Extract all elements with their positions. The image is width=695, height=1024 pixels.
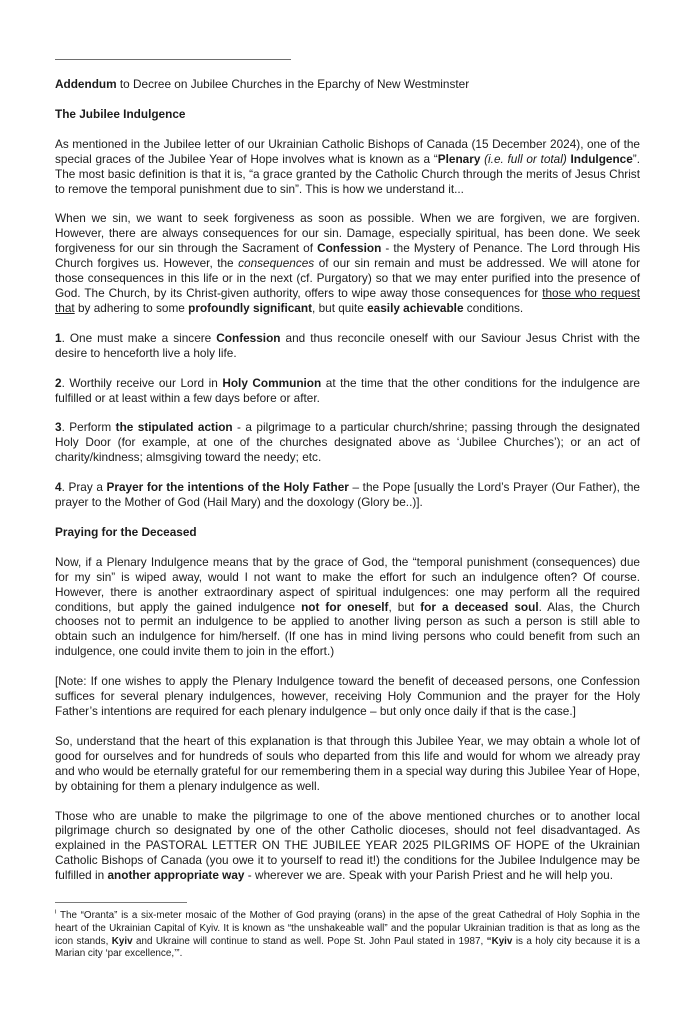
text-run: Praying for the Deceased [55, 524, 197, 539]
text-run: the stipulated action [115, 420, 233, 435]
footnote-separator-rule [55, 902, 187, 903]
footnote-oranta [55, 910, 640, 961]
text-run: When we sin, we want to seek forgiveness as soon as possible. When we are forgiven, we are forgiven. However, there are always consequences for our sin. Damage, especially spiritual, has been done. We seek forgiveness for our sin through the Sacrament of [55, 211, 640, 256]
text-run: by adhering to some [74, 300, 189, 315]
text-run: [Note: If one wishes to apply the Plenary Indulgence toward the benefit of deceased persons, one Confession suffices for several plenary indulgences, however, receiving Holy Communion and the prayer for the Holy Father’s intentions are required for each plenary indulgence – but only once daily if that is the case.] [55, 674, 640, 718]
text-run: So, understand that the heart of this explanation is that through this Jubilee Year, we may obtain a whole lot of good for ourselves and for hundreds of souls who departed from this life and would for whom we already pray and who would be eternally grateful for our remembering them in a special way during this Jubilee Year of Hope, by obtaining for them a plenary indulgence as well. [55, 733, 640, 793]
text-run: - wherever we are. Speak with your Parish Priest and he will help you. [244, 868, 613, 883]
text-run: Plenary [437, 151, 481, 166]
text-run: Prayer for the intentions of the Holy Father [106, 480, 349, 495]
text-run: ”. The most basic definition is that it is, “a grace granted by the Catholic Church through the merits of Jesus Christ to remove the temporal punishment due to sin”. This is how we understand it... [55, 151, 641, 196]
paragraph-those-unable-pilgrimage [55, 809, 640, 884]
text-run: 4 [55, 480, 62, 495]
paragraph-when-we-sin [55, 211, 640, 315]
paragraph-condition-3-stipulated-action [55, 420, 640, 465]
text-run: As mentioned in the Jubilee letter of our Ukrainian Catholic Bishops of Canada (15 December 2024), one of the special graces of the Jubilee Year of Hope involves what is known as a “ [55, 136, 640, 166]
text-run: easily achievable [367, 300, 464, 315]
text-run: i [55, 908, 57, 916]
text-run: The “Oranta” is a six-meter mosaic of the Mother of God praying (orans) in the apse of the great Cathedral of Holy Sophia in the heart of the Ukrainian Capital of Kyiv. It is known as “the unshakeable wall” and the popular Ukrainian tradition is that as long as the icon stands, [55, 910, 640, 947]
heading-the-jubilee-indulgence [55, 107, 640, 122]
text-run: conditions. [463, 300, 524, 315]
document-body [55, 59, 640, 961]
text-run: - a pilgrimage to a particular church/shrine; passing through the designated Holy Door (for example, at one of the churches designated above as ‘Jubilee Churches’); or an act of charity/kindness; almsgiving toward the needy; etc. [55, 420, 640, 465]
text-run: for a deceased soul [420, 599, 539, 614]
text-run: another appropriate way [107, 868, 245, 883]
paragraph-condition-1-confession [55, 331, 640, 361]
text-run: (i.e. full or total) [484, 151, 567, 166]
text-run: Holy Communion [222, 375, 322, 390]
text-run: Kyiv [111, 935, 133, 947]
text-run: – the Pope [usually the Lord’s Prayer (Our Father), the prayer to the Mother of God (Hail Mary) and the doxology (Glory be..)]. [55, 480, 640, 510]
text-run: Those who are unable to make the pilgrimage to one of the above mentioned churches or to another local pilgrimage church so designated by one of the other Catholic dioceses, should not feel disadvantaged. As explained in the PASTORAL LETTER ON THE JUBILEE YEAR 2025 PILGRIMS OF HOPE of the Ukrainian Catholic Bishops of Canada (you owe it to yourself to read it!) the conditions for the Jubilee Indulgence may be fulfilled in [55, 808, 640, 883]
text-run: . Worthily receive our Lord in [61, 375, 223, 390]
paragraph-so-understand [55, 734, 640, 794]
text-run: . Alas, the Church chooses not to permit an indulgence to be applied to another living person as such a person is still able to obtain such an indulgence for him/herself. (If one has in mind living persons who could benefit from such an indulgence, one could invite them to join in the effort.) [55, 599, 640, 659]
paragraph-condition-4-prayer-holy-father [55, 480, 640, 510]
text-run: . Pray a [61, 480, 107, 495]
text-run: 1 [55, 330, 62, 345]
text-run: Confession [317, 241, 382, 256]
text-run: not for oneself [301, 599, 389, 614]
text-run: Indulgence [570, 151, 633, 166]
text-run: profoundly significant [188, 300, 313, 315]
text-run: , but [388, 599, 421, 614]
heading-praying-for-the-deceased [55, 525, 640, 540]
addendum-title-line [55, 77, 640, 92]
text-run: Addendum [55, 77, 117, 91]
paragraph-note-deceased-persons [55, 674, 640, 719]
text-run: to Decree on Jubilee Churches in the Eparchy of New Westminster [116, 77, 470, 91]
text-run: “Kyiv [486, 935, 513, 947]
text-run: 2 [55, 375, 62, 390]
text-run: . One must make a sincere [61, 330, 217, 345]
text-run: of our sin remain and must be addressed. We will atone for those consequences in this life or in the next (cf. Purgatory) so that we may enter purified into the presence of God. The Church, by its Christ-given authority, offers to wipe away those consequences for [55, 256, 640, 300]
text-run: is a holy city because it is a Marian city ‘par excellence,’”. [55, 935, 641, 960]
text-run: . Perform [61, 420, 116, 435]
text-run: and Ukraine will continue to stand as well. Pope St. John Paul stated in 1987, [132, 935, 487, 947]
text-run: The Jubilee Indulgence [55, 106, 186, 121]
text-run: 3 [55, 420, 62, 435]
text-run: and thus reconcile oneself with our Saviour Jesus Christ with the desire to henceforth live a holy life. [55, 330, 640, 360]
text-run: at the time that the other conditions for the indulgence are fulfilled or at least within a few days before or after. [55, 375, 640, 405]
paragraph-condition-2-holy-communion [55, 376, 640, 406]
text-run: consequences [238, 256, 315, 271]
paragraph-intro-plenary-indulgence [55, 137, 640, 197]
text-run: Now, if a Plenary Indulgence means that by the grace of God, the “temporal punishment (consequences) due for my sin” is wiped away, would I not want to make the effort for such an indulgence often? Of course. However, there is another extraordinary aspect of spiritual indulgences: one may perform all the required conditions, but apply the gained indulgence [55, 554, 640, 614]
text-run: , but quite [312, 300, 368, 315]
text-run: - the Mystery of Penance. The Lord through His Church forgives us. However, the [55, 241, 640, 271]
paragraph-now-if-plenary [55, 555, 640, 659]
top-rule [55, 59, 291, 60]
text-run: those who request that [55, 285, 641, 315]
text-run: Confession [216, 330, 281, 345]
